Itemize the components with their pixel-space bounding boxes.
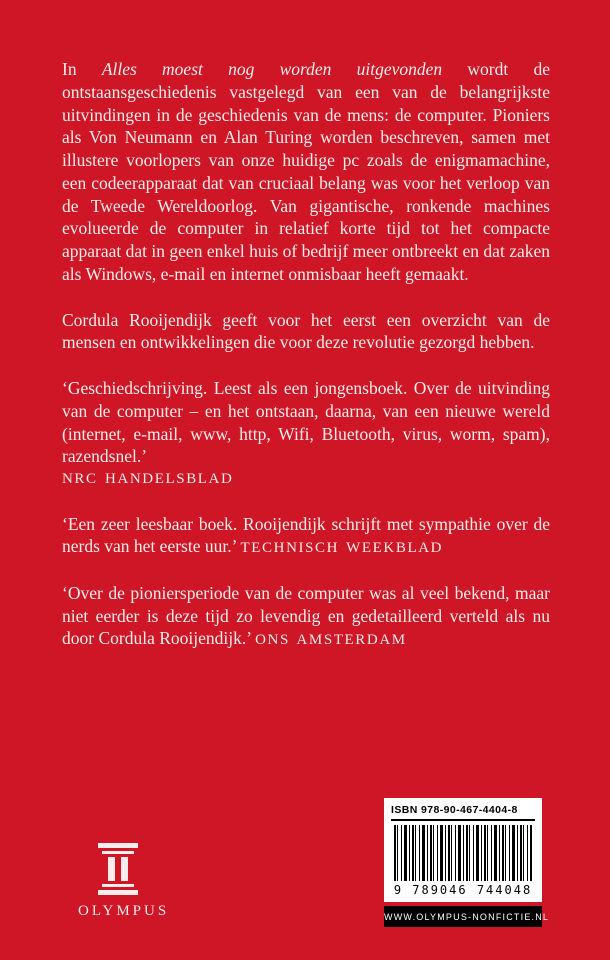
barcode-box: [384, 798, 542, 902]
synopsis-intro: In: [62, 59, 77, 79]
quote-technisch-weekblad: [62, 513, 550, 559]
quote-text: ‘Een zeer leesbaar boek. Rooijendijk schrijft met sympathie over de nerds van het eerste uur.’: [62, 513, 550, 557]
book-title: Alles moest nog worden uitgevonden: [101, 59, 443, 79]
temple-columns-icon: [96, 843, 140, 895]
quote-source: ONS AMSTERDAM: [255, 632, 407, 649]
back-cover-text: [62, 58, 550, 674]
synopsis-paragraph: [62, 58, 550, 286]
barcode-digits: 9 789046 744048: [393, 883, 533, 897]
publisher-colophon: [78, 843, 170, 920]
barcode-block: [384, 798, 550, 927]
quote-nrc-handelsblad: [62, 377, 550, 490]
author-note-paragraph: Cordula Rooijendijk geeft voor het eerst een overzicht van de mensen en ontwikkelingen die voor deze revolutie gezorgd hebben.: [62, 309, 550, 353]
quote-ons-amsterdam: [62, 582, 550, 651]
barcode: [394, 825, 532, 881]
quote-text: ‘Geschiedschrijving. Leest als een jongensboek. Over de uitvinding van de computer – en het ontstaan, daarna, van een nieuwe wereld (internet, e-mail, www, http, Wifi, Bluetooth, virus, worm, spam), razendsnel.’: [62, 378, 550, 467]
publisher-name: OLYMPUS: [78, 903, 170, 919]
quote-text: ‘Over de pioniersperiode van de computer was al veel bekend, maar niet eerder is deze tijd zo levendig en gedetailleerd verteld als nu door Cordula Rooijendijk.’: [62, 582, 550, 649]
quote-source: NRC HANDELSBLAD: [62, 471, 234, 487]
quote-source: TECHNISCH WEEKBLAD: [240, 540, 444, 557]
publisher-website: WWW.OLYMPUS-NONFICTIE.NL: [384, 906, 542, 927]
isbn-label: ISBN 978-90-467-4404-8: [391, 804, 535, 821]
synopsis-body: wordt de ontstaansgeschiedenis vastgelegd van een van de belangrijkste uitvindingen in de geschiedenis van de mens: de computer. Pioniers als Von Neumann en Alan Turing worden beschreven, samen met illustere voorlopers van onze huidige pc zoals de enigmamachine, een codeerapparaat dat van cruciaal belang was voor het verloop van de Tweede Wereldoorlog. Van gigantische, ronkende machines evolueerde de computer in relatief korte tijd tot het compacte apparaat dat in geen enkel huis of bedrijf meer ontbreekt en dat zaken als Windows, e-mail en internet onmisbaar heeft gemaakt.: [62, 59, 550, 284]
